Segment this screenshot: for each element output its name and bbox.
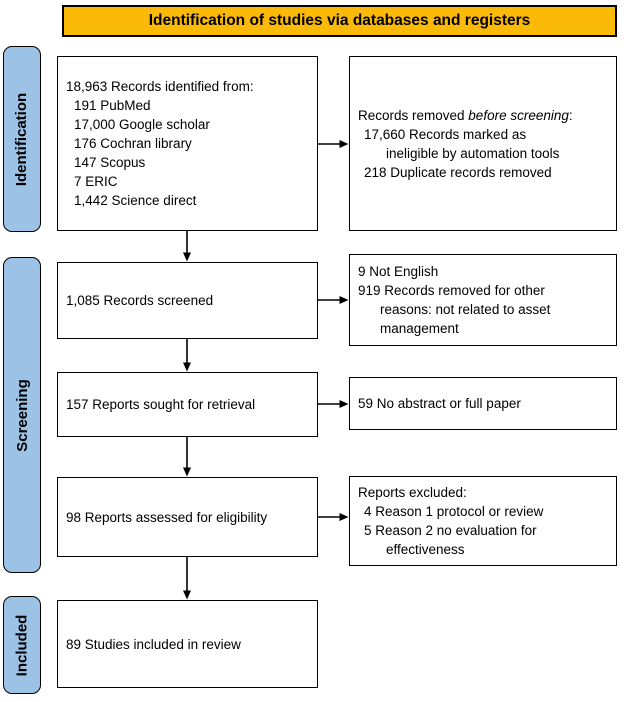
records-identified-item: 176 Cochran library xyxy=(74,136,192,151)
records-removed-line: ineligible by automation tools xyxy=(386,145,560,161)
stage-screening xyxy=(3,257,41,573)
records-removed-title xyxy=(350,106,616,125)
diagram-title: Identification of studies via databases and registers xyxy=(148,12,531,29)
box-screening-excluded xyxy=(349,254,617,346)
box-studies-included xyxy=(57,600,318,688)
records-removed-prefix: Records removed xyxy=(358,107,469,123)
stage-identification-label: Identification xyxy=(13,92,31,186)
records-identified-item: 147 Scopus xyxy=(74,155,146,170)
screening-excluded-line: 919 Records removed for other xyxy=(358,283,545,298)
records-identified-title: 18,963 Records identified from: xyxy=(66,79,254,94)
reports-assessed-text: 98 Reports assessed for eligibility xyxy=(66,509,268,525)
screening-excluded-line: management xyxy=(380,321,459,336)
records-removed-emphasis: before screening xyxy=(468,107,569,123)
box-no-abstract xyxy=(349,377,617,430)
box-records-identified xyxy=(57,56,318,231)
box-records-removed xyxy=(349,56,617,231)
records-removed-suffix: : xyxy=(568,107,573,123)
reports-sought-text: 157 Reports sought for retrieval xyxy=(66,397,256,412)
records-identified-item: 1,442 Science direct xyxy=(74,193,197,208)
box-records-screened xyxy=(57,262,318,339)
box-reports-sought xyxy=(57,372,318,437)
screening-excluded-line: reasons: not related to asset xyxy=(380,302,551,317)
records-removed-line: 218 Duplicate records removed xyxy=(364,164,552,180)
records-identified-item: 7 ERIC xyxy=(74,174,118,189)
stage-included-label: Included xyxy=(13,614,31,676)
diagram-title-banner xyxy=(62,5,617,37)
reports-excluded-title: Reports excluded: xyxy=(358,485,467,500)
reports-excluded-line: 5 Reason 2 no evaluation for xyxy=(364,523,537,538)
reports-excluded-line: 4 Reason 1 protocol or review xyxy=(364,504,544,519)
records-screened-text: 1,085 Records screened xyxy=(66,293,214,308)
box-reports-excluded xyxy=(349,476,617,566)
records-identified-item: 191 PubMed xyxy=(74,98,151,113)
records-removed-line: 17,660 Records marked as xyxy=(364,126,527,142)
studies-included-text: 89 Studies included in review xyxy=(66,636,241,652)
records-identified-item: 17,000 Google scholar xyxy=(74,117,210,132)
stage-included xyxy=(3,596,41,694)
box-reports-assessed xyxy=(57,477,318,557)
stage-screening-label: Screening xyxy=(13,378,31,452)
screening-excluded-line: 9 Not English xyxy=(358,264,439,279)
no-abstract-text: 59 No abstract or full paper xyxy=(358,396,521,411)
reports-excluded-line: effectiveness xyxy=(386,542,465,557)
stage-identification xyxy=(3,46,41,232)
